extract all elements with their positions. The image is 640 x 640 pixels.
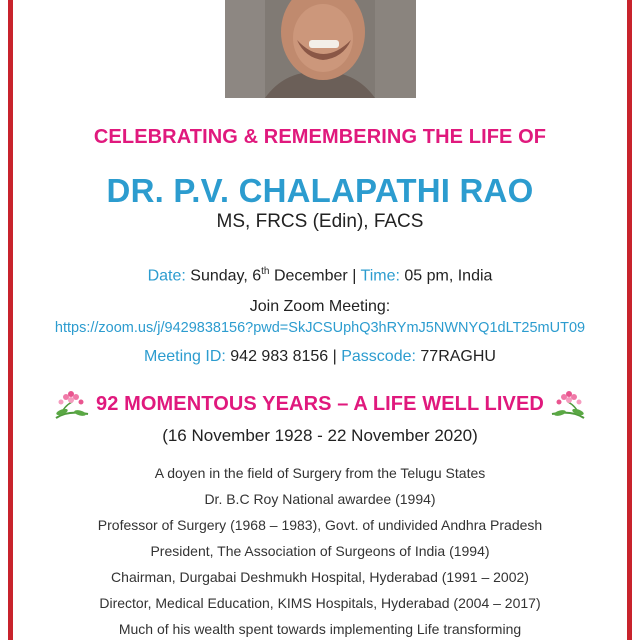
tagline: 92 MOMENTOUS YEARS – A LIFE WELL LIVED bbox=[96, 392, 544, 415]
honoree-name: DR. P.V. CHALAPATHI RAO bbox=[106, 172, 534, 209]
meeting-id: 942 983 8156 bbox=[230, 348, 329, 365]
date-ordinal: th bbox=[261, 266, 270, 277]
headline: CELEBRATING & REMEMBERING THE LIFE OF bbox=[93, 126, 547, 148]
life-dates: (16 November 1928 - 22 November 2020) bbox=[162, 426, 478, 445]
date-label: Date: bbox=[147, 267, 186, 285]
separator: | bbox=[332, 348, 337, 365]
portrait-photo bbox=[225, 0, 416, 98]
bio-line: Professor of Surgery (1968 – 1983), Govt. of undivided Andhra Pradesh bbox=[97, 517, 543, 533]
bio-line: Much of his wealth spent towards implementing Life transforming bbox=[118, 621, 522, 637]
meeting-details-line bbox=[0, 348, 640, 366]
bio-line: A doyen in the field of Surgery from the Telugu States bbox=[154, 465, 486, 481]
flower-icon bbox=[548, 388, 588, 420]
date-day: Sunday, 6 bbox=[190, 267, 262, 285]
meeting-id-label: Meeting ID: bbox=[144, 348, 226, 365]
date-time-line bbox=[0, 266, 640, 285]
bio-line: Chairman, Durgabai Deshmukh Hospital, Hyderabad (1991 – 2002) bbox=[111, 569, 529, 585]
bio-line: Director, Medical Education, KIMS Hospitals, Hyderabad (2004 – 2017) bbox=[99, 595, 541, 611]
join-zoom-text: Join Zoom Meeting: bbox=[249, 298, 391, 315]
time-value: 05 pm, India bbox=[404, 267, 493, 285]
time-label: Time: bbox=[360, 267, 400, 285]
flower-icon bbox=[52, 388, 92, 420]
bio-line: Dr. B.C Roy National awardee (1994) bbox=[204, 491, 436, 507]
tagline-row bbox=[0, 388, 640, 424]
passcode-label: Passcode: bbox=[341, 348, 416, 365]
zoom-link[interactable]: https://zoom.us/j/9429838156?pwd=SkJCSUphQ3hRYmJ5NWNYQ1dLT25mUT09 bbox=[54, 320, 586, 336]
date-month: December bbox=[273, 267, 348, 285]
qualifications: MS, FRCS (Edin), FACS bbox=[216, 211, 424, 232]
bio-line: President, The Association of Surgeons of India (1994) bbox=[150, 543, 490, 559]
passcode: 77RAGHU bbox=[420, 348, 496, 365]
separator: | bbox=[352, 267, 357, 285]
